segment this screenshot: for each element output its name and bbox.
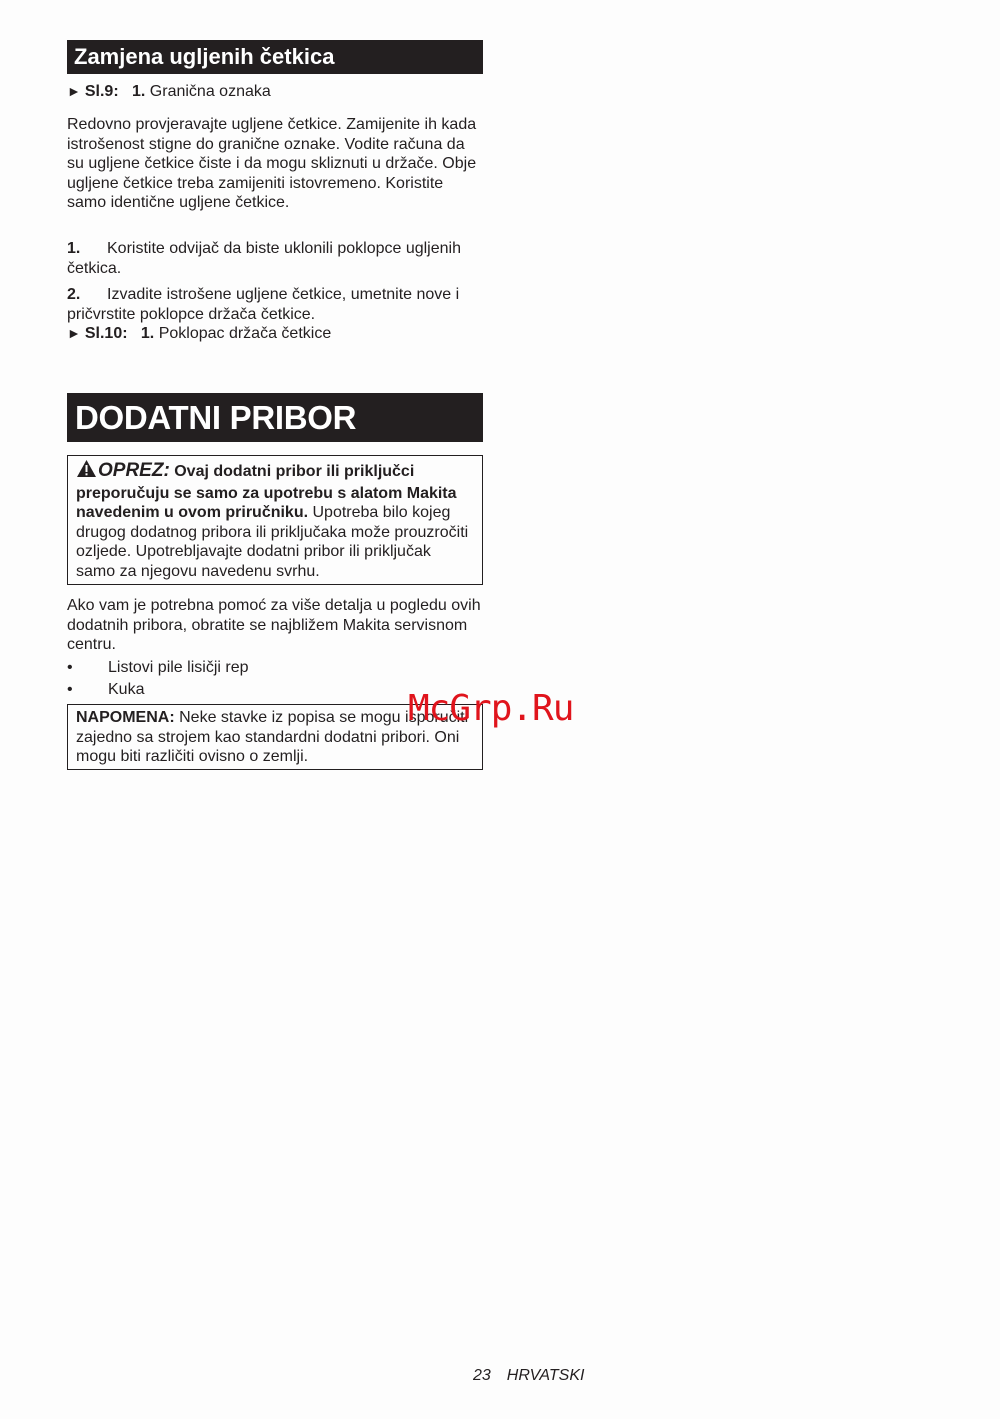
list-item: • Kuka: [67, 681, 145, 698]
section-heading-brush-replacement: Zamjena ugljenih četkica: [67, 40, 483, 74]
watermark: McGrp.Ru: [408, 688, 574, 729]
page-footer: [473, 1367, 584, 1385]
note-label: NAPOMENA:: [76, 709, 175, 726]
arrow-right-icon: ►: [67, 325, 81, 341]
caution-text: Upotreba bilo kojeg drugog dodatnog pribora ili priključaka može prouzročiti ozljede. Upotrebljavajte dodatni pribor ili priključak samo za njegovu navedenu svrhu.: [76, 504, 469, 580]
brush-intro-paragraph: Redovno provjeravajte ugljene četkice. Zamijenite ih kada istrošenost stigne do granične oznake. Vodite računa da su ugljene četkice čiste i da mogu skliznuti u držače. Obje ugljene četkice treba zamijeniti istovremeno. Koristite samo identične ugljene četkice.: [67, 116, 477, 212]
caution-bold-text: Ovaj dodatni pribor ili priključci preporučuju se samo za upotrebu s alatom Makita navedenim u ovom priručniku.: [76, 463, 457, 522]
note-text: Neke stavke iz popisa se mogu isporučiti zajedno sa strojem kao standardni dodatni pribori. Oni mogu biti različiti ovisno o zemlji.: [76, 709, 469, 766]
caution-box: [67, 455, 483, 585]
figure-reference-10: ► Sl.10: 1. Poklopac držača četkice: [67, 325, 332, 342]
language-label: HRVATSKI: [506, 1367, 585, 1384]
warning-triangle-icon: [76, 459, 97, 484]
page-number: 23: [473, 1367, 491, 1384]
section-heading-accessories: DODATNI PRIBOR: [67, 393, 483, 442]
arrow-right-icon: ►: [67, 83, 81, 99]
figure-reference-9: ► Sl.9: 1. Granična oznaka: [67, 83, 271, 100]
caution-label: OPREZ:: [98, 460, 170, 481]
step-1: 1. Koristite odvijač da biste uklonili poklopce ugljenih četkica.: [67, 240, 461, 277]
help-paragraph: Ako vam je potrebna pomoć za više detalja u pogledu ovih dodatnih pribora, obratite se najbližem Makita servisnom centru.: [67, 597, 481, 654]
list-item: • Listovi pile lisičji rep: [67, 659, 249, 676]
step-2: 2. Izvadite istrošene ugljene četkice, umetnite nove i pričvrstite poklopce držača četkice.: [67, 286, 460, 323]
